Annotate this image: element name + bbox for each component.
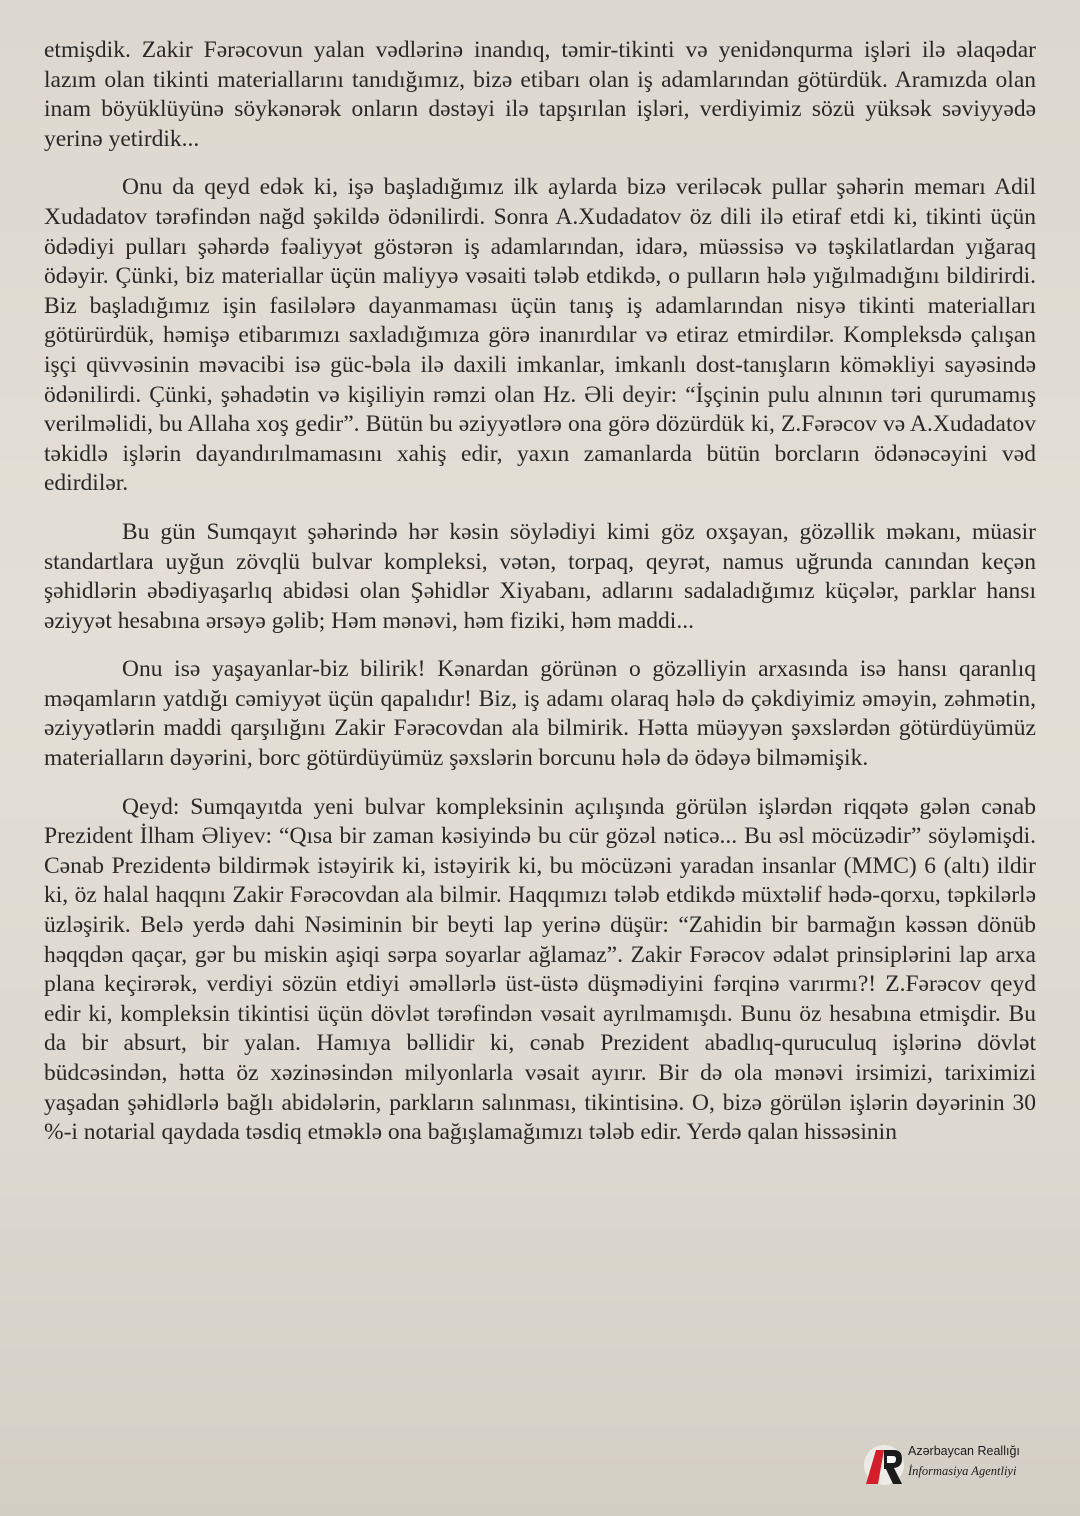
paragraph-2: Onu da qeyd edək ki, işə başladığımız ilk aylarda bizə veriləcək pullar şəhərin memarı Adil Xudadatov tərəfindən nağd şəkildə ödənilirdi. Sonra A.Xudadatov öz dili ilə etiraf etdi ki, tikinti üçün ödədiyi pulları şəhərdə fəaliyyət göstərən iş adamlarından, idarə, müəssisə və təşkilatlardan yığaraq ödəyir. Çünki, biz materiallar üçün maliyyə vəsaiti tələb etdikdə, o pulların hələ yığılmadığını bildirirdi. Biz başladığımız işin fasilələrə dayanmaması üçün tanış iş adamlarından nisyə tikinti materialları götürürdük, həmişə etibarımızı saxladığımıza görə inanırdılar və etiraz etmirdilər. Kompleksdə çalışan işçi qüvvəsinin məvacibi isə güc-bəla ilə daxili imkanlar, imkanlı dost-tanışların köməkliyi sayəsində ödənilirdi. Çünki, şəhadətin və kişiliyin rəmzi olan Hz. Əli deyir: “İşçinin pulu alnının təri qurumamış verilməlidi, bu Allaha xoş gedir”. Bütün bu əziyyətlərə ona görə dözürdük ki, Z.Fərəcov və A.Xudadatov təkidlə işlərin dayandırılmamasını xahiş edir, yaxın zamanlarda bütün borcların ödənəcəyini vəd edirdilər.: [44, 174, 1036, 497]
agency-name: Azərbaycan Reallığı: [908, 1444, 1020, 1458]
paragraph-3: Bu gün Sumqayıt şəhərində hər kəsin söylədiyi kimi göz oxşayan, gözəllik məkanı, müasir standartlara uyğun zövqlü bulvar kompleksi, vətən, torpaq, qeyrət, namus uğrunda canından keçən şəhidlərin əbədiyaşarlıq abidəsi olan Şəhidlər Xiyabanı, adlarını sadaladığımız küçələr, parklar hansı əziyyət hesabına ərsəyə gəlib; Həm mənəvi, həm fiziki, həm maddi...: [44, 518, 1036, 634]
paragraph-4: Onu isə yaşayanlar-biz bilirik! Kənardan görünən o gözəlliyin arxasında isə hansı qaranlıq məqamların yatdığı cəmiyyət üçün qapalıdır! Biz, iş adamı olaraq hələ də çəkdiyimiz əməyin, zəhmətin, əziyyətlərin maddi qarşılığını Zakir Fərəcovdan ala bilmirik. Hətta müəyyən şəxslərdən götürdüyümüz materialların dəyərini, borc götürdüyümüz şəxslərin borcunu hələ də ödəyə bilməmişik.: [44, 656, 1036, 772]
agency-logo-icon: [862, 1440, 906, 1490]
article-text: [44, 36, 1036, 1167]
agency-watermark: [862, 1438, 1062, 1494]
paragraph-1: etmişdik. Zakir Fərəcovun yalan vədlərinə inandıq, təmir-tikinti və yenidənqurma işləri ilə əlaqədar lazım olan tikinti materiallarını tanıdığımız, bizə etibarı olan iş adamlarından götürdük. Aramızda olan inam böyüklüyünə söykənərək onların dəstəyi ilə tapşırılan işləri, verdiyimiz sözü yüksək səviyyədə yerinə yetirdik...: [44, 37, 1036, 152]
paragraph-5: Qeyd: Sumqayıtda yeni bulvar kompleksinin açılışında görülən işlərdən riqqətə gələn cənab Prezident İlham Əliyev: “Qısa bir zaman kəsiyində bu cür gözəl nəticə... Bu əsl möcüzədir” söyləmişdi. Cənab Prezidentə bildirmək istəyirik ki, istəyirik ki, bu möcüzəni yaradan insanlar (MMC) 6 (altı) ildir ki, öz halal haqqını Zakir Fərəcovdan ala bilmir. Haqqımızı tələb etdikdə müxtəlif hədə-qorxu, təpkilərlə üzləşirik. Belə yerdə dahi Nəsiminin bir beyti lap yerinə düşür: “Zahidin bir barmağın kəssən dönüb həqqdən qaçar, gər bu miskin aşiqi sərpa soyarlar ağlamaz”. Zakir Fərəcov ədalət prinsiplərini lap arxa plana keçirərək, verdiyi sözün etdiyi əməllərlə üst-üstə düşmədiyini fərqinə varırmı?! Z.Fərəcov qeyd edir ki, kompleksin tikintisi üçün dövlət tərəfindən vəsait ayrılmamışdı. Bunu öz hesabına etmişdir. Bu da bir absurt, bir yalan. Hamıya bəllidir ki, cənab Prezident abadlıq-quruculuq işlərinə dövlət büdcəsindən, hətta öz xəzinəsindən milyonlarla vəsait ayırır. Bir də ola mənəvi irsimizi, tariximizi yaşadan şəhidlərlə bağlı abidələrin, parkların salınması, tikintisinə. O, bizə görülən işlərin dəyərinin 30 %-i notarial qaydada təsdiq etməklə ona bağışlamağımızı tələb edir. Yerdə qalan hissəsinin: [44, 793, 1036, 1146]
agency-subtitle: İnformasiya Agentliyi: [908, 1464, 1017, 1478]
